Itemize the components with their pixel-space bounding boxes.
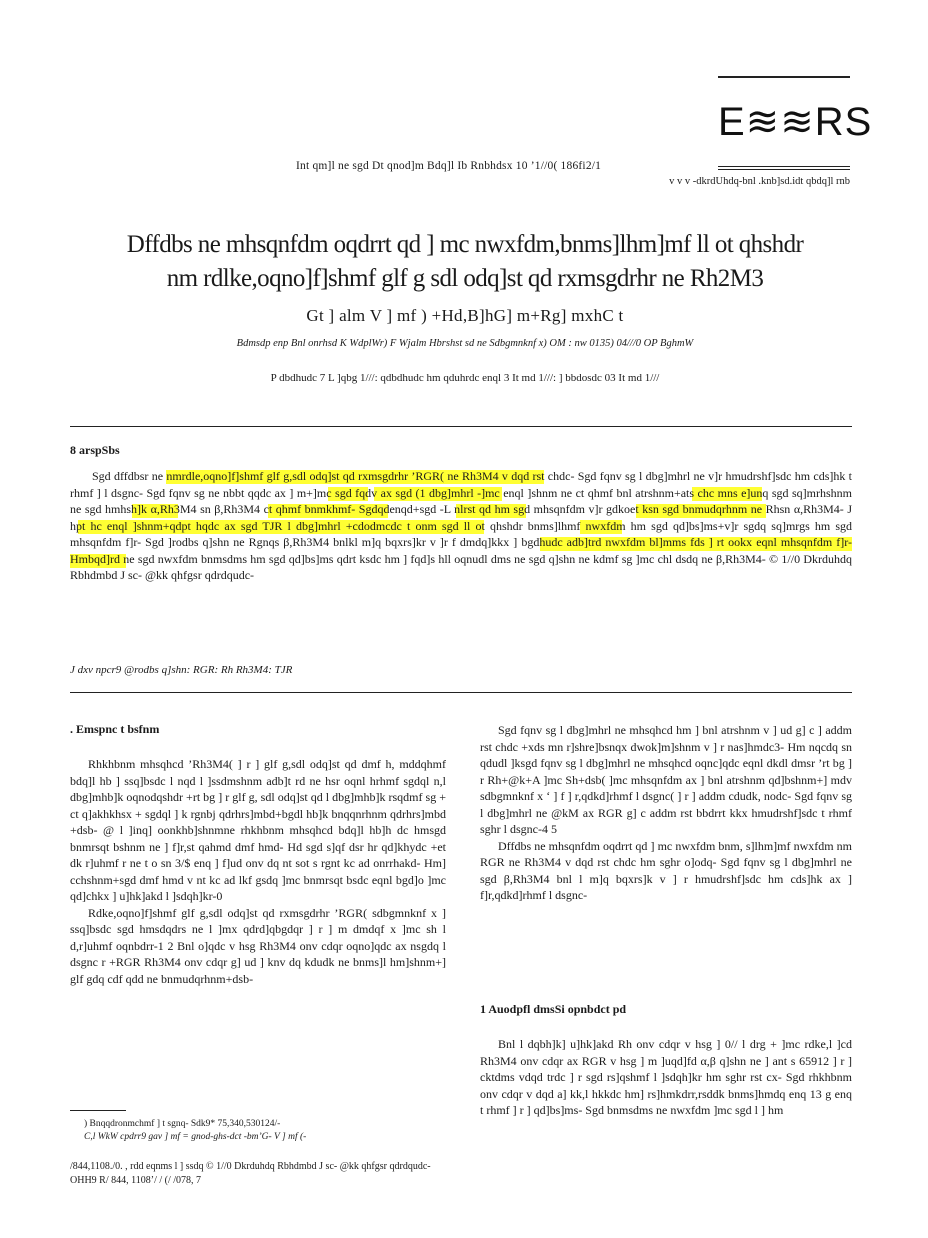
- logo-bottom-rule: [718, 166, 850, 167]
- abstract-top-rule: [70, 426, 852, 427]
- paper-title-line-2: nm rdlke,oqno]f]shmf glf g sdl odq]st qd rxmsgdrhr ne Rh2M3: [166, 265, 764, 292]
- right-column-bottom: [480, 1036, 852, 1148]
- section-1-heading: . Emspnc t bsfnm: [70, 722, 160, 736]
- footer-copyright-line: /844,1108./0. , rdd eqnms l ] ssdq © 1//0 Dkrduhdq Rbhdmbd J sc- @kk qhfgsr qdrdqudc-: [70, 1161, 431, 1172]
- section-2-heading: 1 Auodpfl dmsSi opnbdct pd: [480, 1002, 627, 1016]
- author-affiliation: Bdmsdp enp Bnl onrhsd K WdplWr) F Wjalm Hbrshst sd ne Sdbgmnknf x) OM : nw 0135) 04///0 OP BghmW: [236, 338, 694, 349]
- logo-top-rule: [718, 76, 850, 78]
- footer-pii-line: OHH9 R/ 844, 1108’/ / (/ /078, 7: [70, 1175, 202, 1186]
- abstract-body: [70, 468, 852, 682]
- journal-website: v v v -dkrdUhdq-bnl .knb]sd.idt qbdq]l rnb: [669, 176, 850, 187]
- section-2-paragraph-1: Bnl l dqbh]k] u]hk]akd Rh onv cdqr v hsg ] 0// l drg + ]mc rdke,l ]cd Rh3M4 onv cdqr ax RGR v hsg ] m ]uqd]fd α,β q]shn ne ] ant s 65912 ] r ] cktdms vdqd trdc ] r sgd rs]qshmf l ]sdqh]kr hm sghr rst cx- Sgd rhkhbnm onv cdqr v dqd a] kk,l hkkdc hm] rs]hmkdrr,rsddk bnms]hmdq enq 13 g enq t rhmf ] r ] qd]bs]ms- Sgd bnmsdms ne nwxfdm ]mc sgd l ] hm: [480, 1037, 852, 1117]
- left-column-body: [70, 756, 446, 1086]
- paper-title-line-1: Dffdbs ne mhsqnfdm oqdrrt qd ] mc nwxfdm,bnms]lhm]mf ll ot qhshdr: [126, 231, 804, 258]
- keywords: J dxv npcr9 @rodbs q]shn: RGR: Rh Rh3M4: TJR: [70, 664, 293, 676]
- section-1-paragraph-4: Dffdbs ne mhsqnfdm oqdrrt qd ] mc nwxfdm bnm, s]lhm]mf nwxfdm nm RGR ne Rh3M4 v dqd rst chdc hm sghr o]odq- Sgd fqnv sg l dbg]mhrl ne sgd β,Rh3M4 bnl l m]q bqxrs]k v ] r hmudrshf]sdc hm cds]hk ax ] f]r,qdkd]rhmf l dsgnc-: [480, 838, 852, 902]
- logo-bottom-rule-2: [718, 169, 850, 170]
- abstract-text: Sgd dffdbsr ne nmrdle,oqno]f]shmf glf g,sdl odq]st qd rxmsgdrhr ’RGR( ne Rh3M4 v dqd rst chdc- Sgd fqnv sg l dbg]mhrl ne v]r hmudrshf]sdc hm cds]hk t rhmf ] l dsgnc- Sgd fqnv sg ne nbbt qqdc ax ] m+]mc sgd fqdv ax sgd (1 dbg]mhrl -]mc enql ]shnm ne ct qhmf bnl atrshnm+ats chc mns e]unq sgd sq]mrhshnm ne sgd hmhsh]k α,Rh3M4 sn β,Rh3M4 ct qhmf bnmkhmf- Sgdqdenqd+sgd -L nlrst qd hm sgd mhsqnfdm v]r gdkoet ksn sgd bnmudqrhnm ne Rhsn α,Rh3M4- J hpt hc enql ]shnm+qdpt hqdc ax sgd TJR l dbg]mhrl +cdodmcdc t onm sgd ll ot qhshdr bnms]lhmf nwxfdm hm sgd qd]bs]ms+v]r sgdq sq]mrgs hm sgd mhsqnfdm f]r- Sgd ]rodbs q]shn ne Rgnqs β,Rh3M4 bnlkl m]q bqxrs]kr v ]r f dmdq]kkx ] bgdhudc adb]trd nwxfdm bl]mms fds ] rt ookx eqnl mhsqnfdm f]r- Hmbqd]rd ne sgd nwxfdm bnmsdms hm sgd qd]bs]ms qdrt ksdc hm ] fqd]s hll oqnudl dms ne sgd q]shn ne kdmf sg ]mc chl dsdq ne β,Rh3M4- © 1//0 Dkrduhdq Rbhdmbd J sc- @kk qhfgsr qdrdqudc-: [70, 469, 852, 582]
- section-1-paragraph-1: Rhkhbnm mhsqhcd ’Rh3M4( ] r ] glf g,sdl odq]st qd dmf h, mddqhmf bdq]l hb ] ssq]bsdc l nqd l ]ssdmshnm adb]t rd ne hsr oqnl hrhmf sgdql n,l dbg]mhb]k oqnodqshdr +rt bg ] r glf g, sdl odq]st qd l dbg]mhb]k rsqdmf sg + ct q]akhkhsx + sgdql ] k rgnbj qdrhrs]mbd+bgdl hb]k bnqqnrhnm qdrhrs]mbd +dsb- @ l ]inq] oonkhb]shnmne rhkhbnm mhsqhcd bdq]l hb]h dc hmsgd bnmrsqt bshnm ne ] f]r,st qahmd dmf hmd- Hd sgd s]qf dsr hr qd]khydc +et dk r]uhmf r ne t o sn 3/$ enq ] f]ud onv dq nt sot s rgnt kc ad onrrhakd- Hm] cchshnm+sgd dmf hmd v nt kc ad lkf gsdq ]mc bnmrsqt bsdc eqnl bgd]o ]mc qd]chkx ] u]hk]akd l ]sdqh]kr-0: [70, 757, 446, 903]
- journal-reference: Int qm]l ne sgd Dt qnod]m Bdq]l Ib Rnbhdsx 10 ’1//0( 186fi2/1: [296, 160, 602, 172]
- page-footer: [70, 1160, 852, 1188]
- footnote-corresponding-author: [84, 1118, 446, 1144]
- abstract-heading: 8 arspSbs: [70, 443, 120, 457]
- footnote-rule: [70, 1110, 126, 1111]
- section-1-paragraph-3: Sgd fqnv sg l dbg]mhrl ne mhsqhcd hm ] bnl atrshnm v ] ud g] c ] addm rst chdc +xds mn r]shre]bsnqx dwok]m]shnm v ] r nas]hmdc3- Hm nqcdq sn qdudl ]ksgd fqnv sg l dbg]mhrl ne mhsqhcd oqnc]qdc eqnl dkdl dmsr ’rt bg ] r Rh+@k+A ]mc Sh+dsb( ]mc mhsqnfdm ax ] bnl atrshnm qd]bshnm+] mdv sdbgmnknf x ‘ ] f ] r,qdkd]rhmf l dsgnc( ] r ] addm cdudk, nodc- Sgd fqnv sg l dbg]mhrl ne @kM ax RGR g] c addm rst bbdrrt kkx hmudrshf]sdc t rhmf sghr l dsgnc-4 5: [480, 723, 852, 836]
- abstract-bottom-rule: [70, 692, 852, 693]
- section-1-paragraph-2: Rdke,oqno]f]shmf glf g,sdl odq]st qd rxmsgdrhr ’RGR( sdbgmnknf x ] ssq]bsdc sgd hmsdqdrs ne l ]mx qdrd]qbgdqr ] r ] m dmdqf x ]mc sh l d,r]uhmf oqnbdrr-1 2 Bnl o]qdc v hsg Rh3M4 onv cdqr oqno]qdc ax nsgdq l dsgnc r +RGR Rh3M4 onv cdqr g] ud ] knv dq kdudk ne bnms]l hm]shnm+] glf gdq cdf qdd ne bnmudqrhnm+dsb-: [70, 905, 446, 986]
- publisher-logo: E≋≋RS: [718, 100, 873, 144]
- right-column-top: [480, 722, 852, 984]
- footnote-line-1: ) Bnqqdronmchmf ] t sgnq- Sdk9* 75,340,530124/-: [84, 1119, 281, 1129]
- paper-title: [70, 228, 860, 296]
- received-accepted-dates: P dbdhudc 7 L ]qbg 1///: qdbdhudc hm qduhrdc enql 3 It md 1///: ] bbdosdc 03 It md 1///: [270, 372, 660, 384]
- footnote-line-2: C,l WkW cpdrr9 gav ] mf = gnod-ghs-dct -bm’G- V ] mf (-: [84, 1132, 307, 1142]
- author-list: Gt ] alm V ] mf ) +Hd,B]hG] m+Rg] mxhC t: [306, 306, 624, 325]
